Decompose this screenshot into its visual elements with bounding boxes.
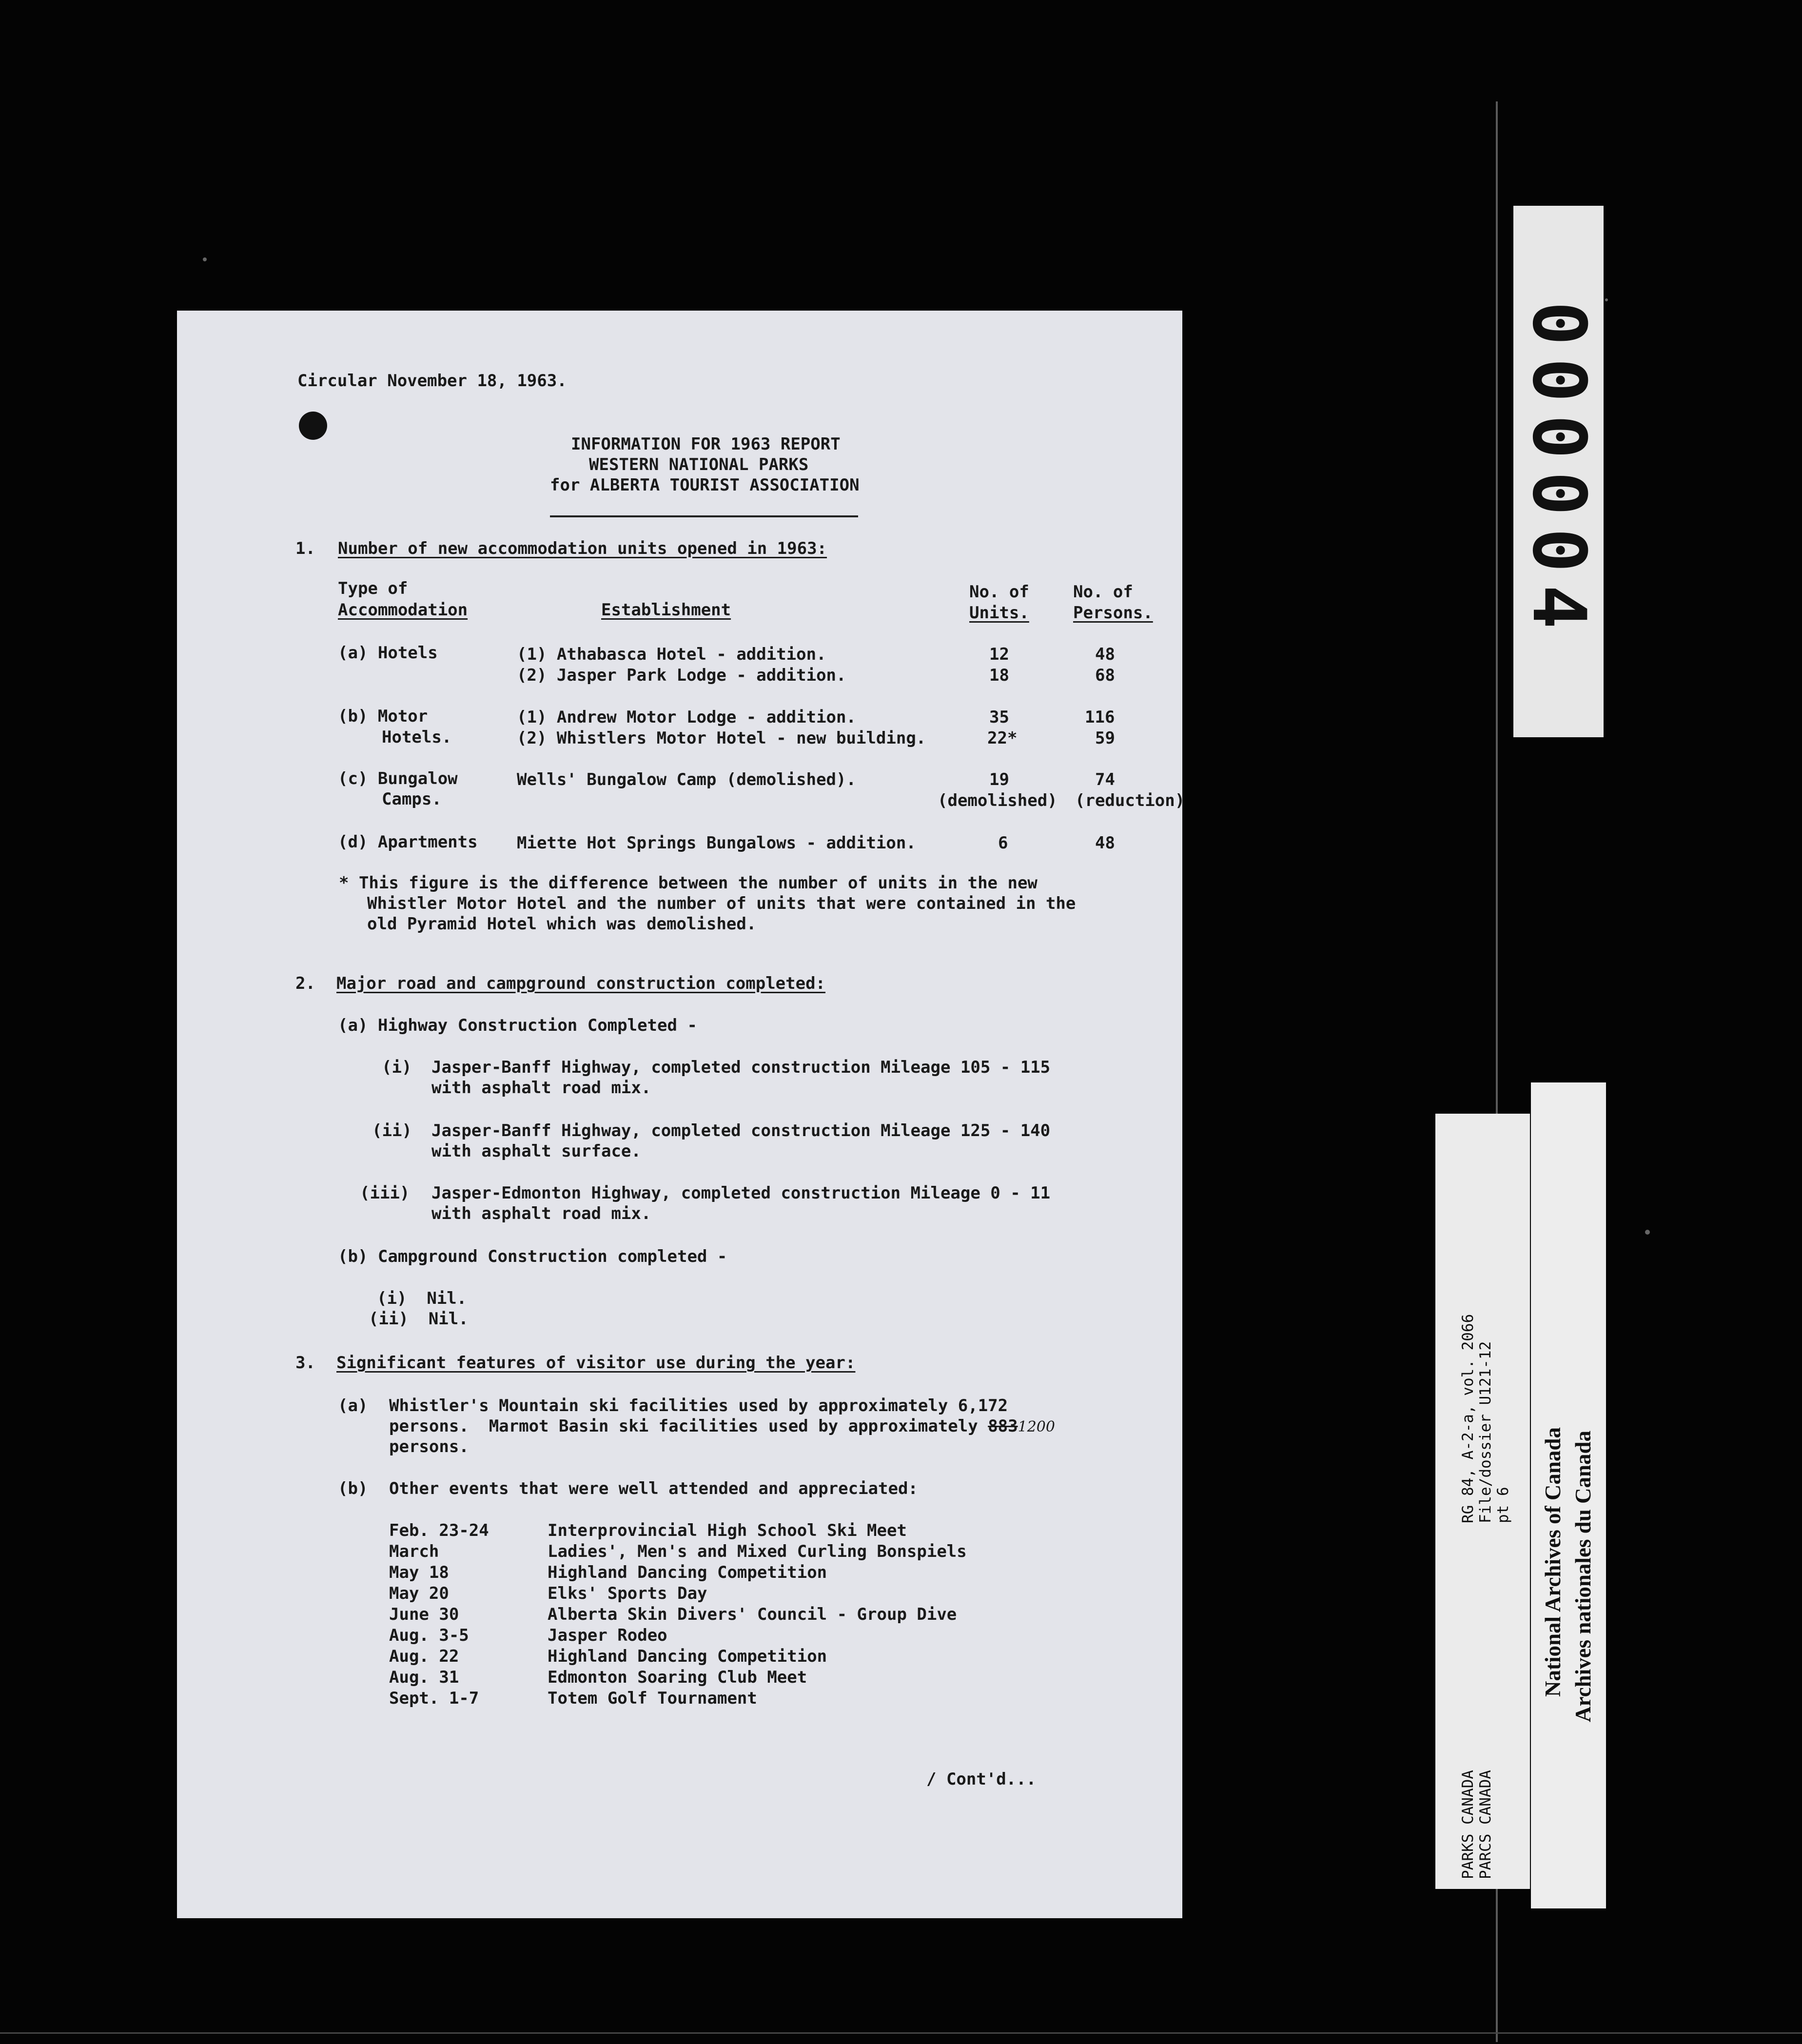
row-d-establishment: Miette Hot Springs Bungalows - addition. xyxy=(517,833,916,853)
row-a2-establishment: (2) Jasper Park Lodge - addition. xyxy=(517,666,846,685)
reference-line-1: RG 84, A-2-a, vol. 2066 xyxy=(1459,1314,1477,1523)
row-c-units: 19 xyxy=(989,770,1009,789)
reference-line-3: pt 6 xyxy=(1494,1487,1512,1523)
row-c-establishment: Wells' Bungalow Camp (demolished). xyxy=(517,770,856,789)
event-name: Highland Dancing Competition xyxy=(548,1563,827,1582)
row-b2-establishment: (2) Whistlers Motor Hotel - new building. xyxy=(517,728,926,748)
frame-number-strip xyxy=(1513,206,1604,737)
circular-date: Circular November 18, 1963. xyxy=(297,371,567,391)
dust-speck xyxy=(1605,298,1608,301)
campground-heading: (b) Campground Construction completed - xyxy=(338,1247,727,1266)
row-c-units-note: (demolished) xyxy=(938,791,1058,810)
event-date: May 18 xyxy=(389,1563,449,1582)
event-date: Sept. 1-7 xyxy=(389,1689,479,1708)
row-d-units: 6 xyxy=(998,833,1008,853)
event-date: Feb. 23-24 xyxy=(389,1521,489,1540)
highway-ii-line-2: with asphalt surface. xyxy=(431,1141,641,1161)
row-d-persons: 48 xyxy=(1095,833,1115,853)
row-c-persons: 74 xyxy=(1095,770,1115,789)
footnote-line-1: * This figure is the difference between the number of units in the new xyxy=(339,873,1038,893)
archival-reference-label xyxy=(1435,1114,1530,1889)
event-date: Aug. 31 xyxy=(389,1668,459,1687)
row-d-type: (d) Apartments xyxy=(338,832,478,852)
row-c-type-line-1: (c) Bungalow xyxy=(338,769,458,788)
row-b-type-line-1: (b) Motor xyxy=(338,707,428,726)
ski-line-1: Whistler's Mountain ski facilities used by approximately 6,172 xyxy=(389,1396,1008,1415)
highway-iii-number: (iii) xyxy=(360,1183,410,1203)
title-rule xyxy=(550,515,858,517)
ski-line-2 xyxy=(389,1415,1055,1438)
highway-heading: (a) Highway Construction Completed - xyxy=(338,1016,697,1035)
archives-name-french: Archives nationales du Canada xyxy=(1571,1430,1595,1722)
reference-line-2: File/dossier U121-12 xyxy=(1477,1341,1494,1523)
campground-i: (i) Nil. xyxy=(377,1289,467,1308)
ski-handwritten-value: 1200 xyxy=(1018,1418,1055,1435)
col-units-line-2: Units. xyxy=(969,603,1029,623)
row-a2-persons: 68 xyxy=(1095,666,1115,685)
row-a-type: (a) Hotels xyxy=(338,643,438,663)
row-a2-units: 18 xyxy=(989,666,1009,685)
col-establishment: Establishment xyxy=(601,600,731,620)
dust-speck xyxy=(203,257,207,261)
section-1-heading: Number of new accommodation units opened in 1963: xyxy=(338,539,827,558)
parks-canada-fr: PARCS CANADA xyxy=(1477,1770,1494,1879)
highway-i-line-2: with asphalt road mix. xyxy=(431,1078,651,1098)
event-name: Alberta Skin Divers' Council - Group Dive xyxy=(548,1605,957,1624)
dust-speck xyxy=(1645,1230,1650,1235)
title-line-2: WESTERN NATIONAL PARKS xyxy=(589,455,809,474)
campground-ii: (ii) Nil. xyxy=(369,1309,469,1329)
col-persons-line-2: Persons. xyxy=(1073,603,1153,623)
row-b1-establishment: (1) Andrew Motor Lodge - addition. xyxy=(517,708,856,727)
document-page xyxy=(177,311,1185,1918)
row-a1-establishment: (1) Athabasca Hotel - addition. xyxy=(517,645,826,664)
punch-hole-mark xyxy=(299,412,327,440)
highway-ii-line-1: Jasper-Banff Highway, completed construction Mileage 125 - 140 xyxy=(431,1121,1051,1140)
row-b-type-line-2: Hotels. xyxy=(382,727,452,747)
continued-note: / Cont'd... xyxy=(926,1769,1037,1789)
event-name: Jasper Rodeo xyxy=(548,1626,667,1645)
events-label: (b) xyxy=(338,1479,368,1498)
row-b2-persons: 59 xyxy=(1095,728,1115,748)
highway-i-number: (i) xyxy=(382,1058,412,1077)
title-line-1: INFORMATION FOR 1963 REPORT xyxy=(571,434,841,454)
event-date: June 30 xyxy=(389,1605,459,1624)
highway-iii-line-1: Jasper-Edmonton Highway, completed construction Mileage 0 - 11 xyxy=(431,1183,1051,1203)
ski-line-2-text: persons. Marmot Basin ski facilities used by approximately xyxy=(389,1416,988,1436)
event-date: Aug. 3-5 xyxy=(389,1626,469,1645)
row-a1-persons: 48 xyxy=(1095,645,1115,664)
row-b1-persons: 116 xyxy=(1085,708,1115,727)
ski-line-3: persons. xyxy=(389,1437,469,1456)
events-heading: Other events that were well attended and appreciated: xyxy=(389,1479,918,1498)
section-1-number: 1. xyxy=(295,539,315,558)
highway-i-line-1: Jasper-Banff Highway, completed construction Mileage 105 - 115 xyxy=(431,1058,1051,1077)
col-type-line-2: Accommodation xyxy=(338,600,468,620)
frame-bottom-edge xyxy=(0,2032,1802,2034)
event-date: Aug. 22 xyxy=(389,1647,459,1666)
title-line-3: for ALBERTA TOURIST ASSOCIATION xyxy=(550,475,860,495)
parks-canada-en: PARKS CANADA xyxy=(1459,1770,1477,1879)
ski-struck-value: 883 xyxy=(988,1416,1018,1436)
event-date: March xyxy=(389,1542,439,1561)
col-type-line-1: Type of xyxy=(338,579,408,598)
section-3-heading: Significant features of visitor use during the year: xyxy=(336,1353,856,1373)
ski-label: (a) xyxy=(338,1396,368,1415)
section-3-number: 3. xyxy=(295,1353,315,1373)
event-name: Ladies', Men's and Mixed Curling Bonspiels xyxy=(548,1542,967,1561)
row-c-type-line-2: Camps. xyxy=(382,789,442,809)
national-archives-label xyxy=(1531,1082,1606,1908)
event-name: Edmonton Soaring Club Meet xyxy=(548,1668,807,1687)
row-b1-units: 35 xyxy=(989,708,1009,727)
event-name: Totem Golf Tournament xyxy=(548,1689,757,1708)
footnote-line-2: Whistler Motor Hotel and the number of units that were contained in the xyxy=(367,894,1076,913)
row-a1-units: 12 xyxy=(989,645,1009,664)
row-c-persons-note: (reduction) xyxy=(1075,791,1185,810)
col-persons-line-1: No. of xyxy=(1073,582,1133,602)
archives-name-english: National Archives of Canada xyxy=(1541,1427,1565,1697)
event-name: Elks' Sports Day xyxy=(548,1584,707,1603)
row-b2-units: 22* xyxy=(987,728,1018,748)
event-name: Interprovincial High School Ski Meet xyxy=(548,1521,907,1540)
section-2-number: 2. xyxy=(295,974,315,993)
event-date: May 20 xyxy=(389,1584,449,1603)
frame-number: 000004 xyxy=(1516,301,1601,642)
col-units-line-1: No. of xyxy=(969,582,1029,602)
footnote-line-3: old Pyramid Hotel which was demolished. xyxy=(367,914,757,934)
highway-iii-line-2: with asphalt road mix. xyxy=(431,1204,651,1223)
event-name: Highland Dancing Competition xyxy=(548,1647,827,1666)
highway-ii-number: (ii) xyxy=(372,1121,412,1140)
section-2-heading: Major road and campground construction completed: xyxy=(336,974,826,993)
